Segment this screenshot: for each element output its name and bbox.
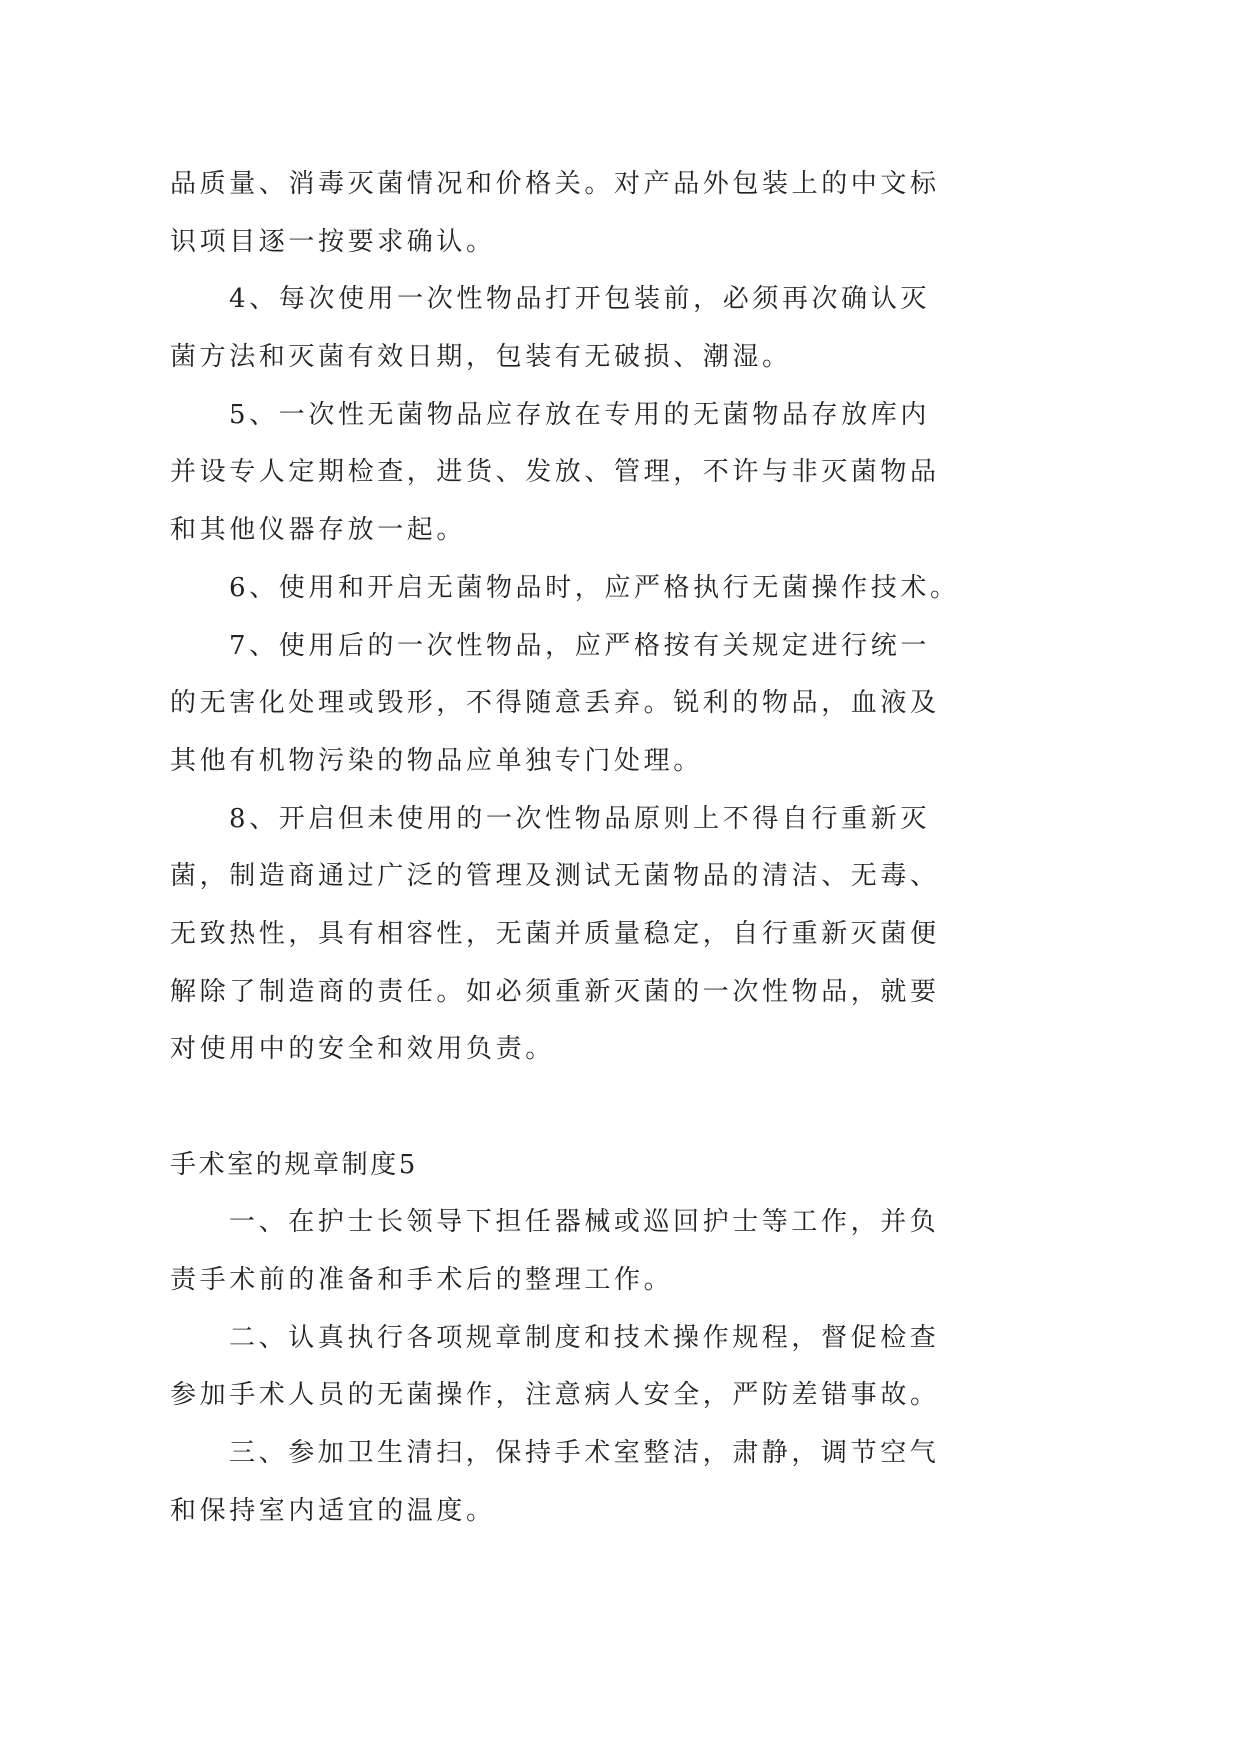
text-line: 菌方法和灭菌有效日期，包装有无破损、潮湿。 (170, 342, 792, 373)
paragraph-item-7 (170, 618, 970, 791)
paragraph-item-8 (170, 791, 970, 1079)
text-line: 6、使用和开启无菌物品时，应严格执行无菌操作技术。 (229, 572, 960, 603)
paragraph-continuation (170, 156, 970, 271)
text-line: 无致热性，具有相容性，无菌并质量稳定，自行重新灭菌便 (170, 918, 940, 949)
paragraph-item-5 (170, 387, 970, 560)
section-heading: 手术室的规章制度5 (170, 1149, 418, 1180)
text-line: 的无害化处理或毁形，不得随意丢弃。锐利的物品，血液及 (170, 688, 940, 719)
text-line: 责手术前的准备和手术后的整理工作。 (170, 1265, 674, 1296)
text-line: 8、开启但未使用的一次性物品原则上不得自行重新灭 (229, 803, 930, 834)
text-line: 品质量、消毒灭菌情况和价格关。对产品外包装上的中文标 (170, 169, 940, 199)
document-body (170, 156, 970, 1541)
paragraph-rule-3 (170, 1425, 970, 1540)
paragraph-rule-1 (170, 1194, 970, 1309)
paragraph-item-6 (170, 560, 970, 618)
paragraph-rule-2 (170, 1310, 970, 1425)
text-line: 二、认真执行各项规章制度和技术操作规程，督促检查 (229, 1322, 940, 1353)
text-line: 对使用中的安全和效用负责。 (170, 1034, 555, 1065)
text-line: 5、一次性无菌物品应存放在专用的无菌物品存放库内 (229, 399, 930, 430)
text-line: 参加手术人员的无菌操作，注意病人安全，严防差错事故。 (170, 1380, 940, 1411)
paragraph-item-4 (170, 271, 970, 386)
text-line: 三、参加卫生清扫，保持手术室整洁，肃静，调节空气 (229, 1438, 940, 1469)
text-line: 其他有机物污染的物品应单独专门处理。 (170, 745, 703, 776)
text-line: 识项目逐一按要求确认。 (170, 226, 496, 257)
text-line: 菌，制造商通过广泛的管理及测试无菌物品的清洁、无毒、 (170, 861, 940, 892)
text-line: 和其他仪器存放一起。 (170, 515, 467, 546)
text-line: 并设专人定期检查，进货、发放、管理，不许与非灭菌物品 (170, 457, 940, 488)
section-rules-5 (170, 1137, 970, 1541)
text-line: 解除了制造商的责任。如必须重新灭菌的一次性物品，就要 (170, 976, 940, 1007)
text-line: 一、在护士长领导下担任器械或巡回护士等工作，并负 (229, 1207, 940, 1238)
text-line: 7、使用后的一次性物品，应严格按有关规定进行统一 (229, 630, 930, 661)
text-line: 和保持室内适宜的温度。 (170, 1495, 496, 1526)
text-line: 4、每次使用一次性物品打开包装前，必须再次确认灭 (229, 284, 930, 315)
